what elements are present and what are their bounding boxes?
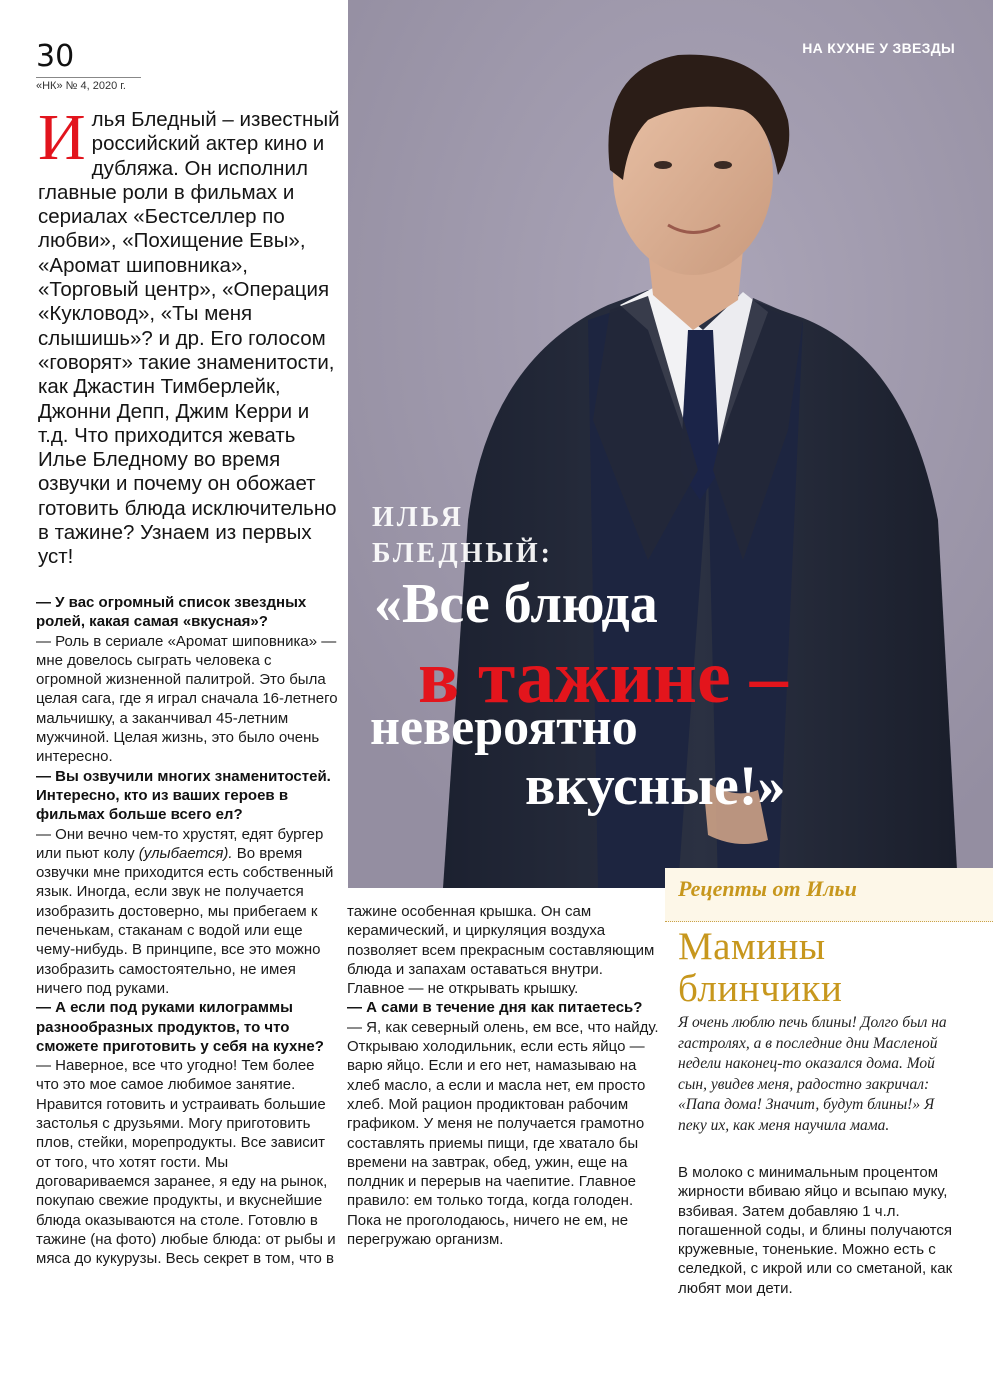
answer-2-aside: (улыбается). (138, 844, 233, 862)
recipe-instructions: В молоко с минимальным процентом жирности вбиваю яйцо и всыпаю муку, взбивая. Затем добавляю 1 ч.л. погашенной соды, и блины получаются кружевные, тоненькие. Можно есть с селедкой, с икрой или со сметаной, как любят мои дети. (678, 1164, 953, 1297)
recipe-intro: Я очень люблю печь блины! Долго был на гастролях, а в последние дни Масленой недели наконец-то оказался дома. Мой сын, увидев меня, радостно закричал: «Папа дома! Значит, будут блины!» Я пеку их, как меня научила мама. (678, 1014, 947, 1134)
headline-name-first: ИЛЬЯ (372, 502, 464, 533)
headline-line-1: «Все блюда (374, 573, 658, 635)
intro-text (38, 101, 343, 570)
section-label: НА КУХНЕ У ЗВЕЗДЫ (802, 40, 955, 56)
article-column-2 (347, 902, 659, 1249)
drop-cap: И (38, 101, 86, 174)
question-1: — У вас огромный список звездных ролей, какая самая «вкусная»? (36, 594, 307, 631)
headline-name-last: БЛЕДНЫЙ: (372, 538, 553, 569)
question-4: — А сами в течение дня как питаетесь? (347, 999, 643, 1017)
headline-line-4: вкусные!» (525, 755, 786, 817)
recipe-title-line-2: блинчики (678, 967, 843, 1010)
answer-3: — Наверное, все что угодно! Тем более что это мое самое любимое занятие. Нравится готовить и устраивать большие застолья с друзьями. Могу приготовить плов, стейки, морепродукты. Все зависит от того, что хотят гости. Мы договариваемся заранее, я еду на рынок, покупаю свежие продукты, и вкуснейшие блюда оказываются на столе. Готовлю в тажине (на фото) любые блюда: от рыбы и мяса до кукурузы. Весь секрет в том, что в (36, 1057, 336, 1268)
answer-2-text-a: — Они вечно чем-то хрустят, едят бургер или пьют колу (36, 825, 324, 862)
article-column-1 (36, 593, 340, 1268)
answer-2-text-b: Во время озвучки мне приходится есть собственный язык. Иногда, если звук не получается изобразить достоверно, мы прибегаем к печенькам, стаканам с водой или еще чему-нибудь. В принципе, все это можно изобразить самостоятельно, не имея ничего под руками. (36, 844, 334, 997)
answer-4: — Я, как северный олень, ем все, что найду. Открываю холодильник, если есть яйцо — варю яйцо. Если и его нет, намазываю на хлеб масло, а если и масла нет, ем просто хлеб. Мой рацион продиктован рабочим графиком. У меня не получается грамотно составлять приемы пищи, где хватало бы времени на завтрак, обед, ужин, еще на полдник и перерыв на чаепитие. Главное правило: ем только тогда, когда голоден. Пока не проголодаюсь, ничего не ем, не перегружаю организм. (347, 1018, 659, 1249)
question-3: — А если под руками килограммы разнообразных продуктов, то что сможете приготовить у себя на кухне? (36, 999, 324, 1055)
intro-body: лья Бледный – известный российский актер кино и дубляжа. Он исполнил главные роли в фильмах и сериалах «Бестселлер по любви», «Похищение Евы», «Аромат шиповника», «Торговый центр», «Операция «Кукловод», «Ты меня слышишь»? и др. Его голосом «говорят» такие знаменитости, как Джастин Тимберлейк, Джонни Депп, Джим Керри и т.д. Что приходится жевать Илье Бледному во время озвучки и почему он обожает готовить блюда исключительно в тажине? Узнаем из первых уст! (38, 108, 340, 569)
headline-name (372, 500, 553, 572)
answer-3-continued: тажине особенная крышка. Он сам керамический, и циркуляция воздуха позволяет всем прекрасным составляющим блюда и запахам оставаться внутри. Главное — не открывать крышку. (347, 903, 655, 998)
issue-info: «НК» № 4, 2020 г. (36, 80, 126, 92)
answer-2 (36, 825, 340, 999)
answer-1: — Роль в сериале «Аромат шиповника» — мне довелось сыграть человека с огромной жизненной палитрой. Это была целая сага, где я играл сначала 16-летнего мальчишку, а заканчивал 45-летним мужчиной. Целая жизнь, это было очень интересно. (36, 632, 338, 766)
headline-line-3: невероятно (370, 699, 638, 756)
question-2: — Вы озвучили многих знаменитостей. Интересно, кто из ваших героев в фильмах больше всего ел? (36, 767, 331, 824)
recipe-title-line-1: Мамины (678, 925, 826, 968)
recipe-title (678, 926, 842, 1010)
page-number: 30 (36, 39, 75, 74)
recipe-band-label: Рецепты от Ильи (678, 876, 857, 901)
headline-line-2: в тажине – (418, 635, 788, 719)
page-number-rule (36, 77, 141, 78)
